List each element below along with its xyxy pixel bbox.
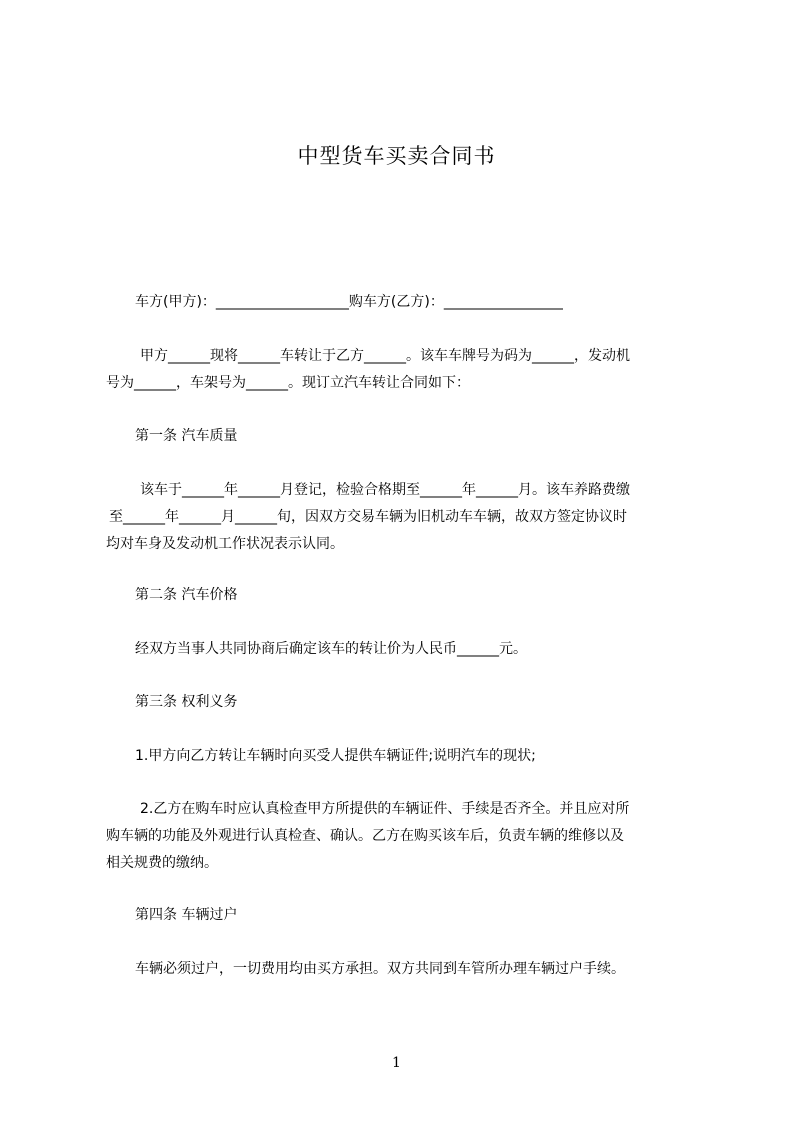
article-2-heading: 第二条 汽车价格 bbox=[135, 587, 238, 603]
article-1-line-1: 该车于______年______月登记，检验合格期至______年______月。该车养路费缴 bbox=[140, 482, 630, 498]
article-4-line-1: 车辆必须过户，一切费用均由买方承担。双方共同到车管所办理车辆过户手续。 bbox=[135, 961, 625, 977]
article-1-heading: 第一条 汽车质量 bbox=[135, 428, 238, 444]
document-title: 中型货车买卖合同书 bbox=[297, 144, 496, 168]
article-3-item-2-line-1: 2.乙方在购车时应认真检查甲方所提供的车辆证件、手续是否齐全。并且应对所 bbox=[140, 801, 630, 817]
article-3-item-2-line-3: 相关规费的缴纳。 bbox=[106, 855, 218, 871]
article-3-heading: 第三条 权利义务 bbox=[135, 694, 238, 710]
intro-line-1: 甲方______现将______车转让于乙方______。该车车牌号为码为______，发动机 bbox=[140, 348, 630, 364]
article-3-item-2-line-2: 购车辆的功能及外观进行认真检查、确认。乙方在购买该车后，负责车辆的维修以及 bbox=[106, 828, 624, 844]
article-4-heading: 第四条 车辆过户 bbox=[135, 907, 238, 923]
parties-line: 车方(甲方)：___________________购车方(乙方)：_________________ bbox=[135, 294, 563, 310]
article-3-item-1: 1.甲方向乙方转让车辆时向买受人提供车辆证件;说明汽车的现状; bbox=[135, 748, 536, 764]
page-number: 1 bbox=[392, 1055, 401, 1071]
article-1-line-2: 至______年______月______旬，因双方交易车辆为旧机动车车辆，故双方签定协议时 bbox=[109, 509, 627, 525]
article-2-line-1: 经双方当事人共同协商后确定该车的转让价为人民币______元。 bbox=[135, 641, 527, 657]
article-1-line-3: 均对车身及发动机工作状况表示认同。 bbox=[106, 536, 344, 552]
intro-line-2: 号为______，车架号为______。现订立汽车转让合同如下： bbox=[106, 375, 470, 391]
